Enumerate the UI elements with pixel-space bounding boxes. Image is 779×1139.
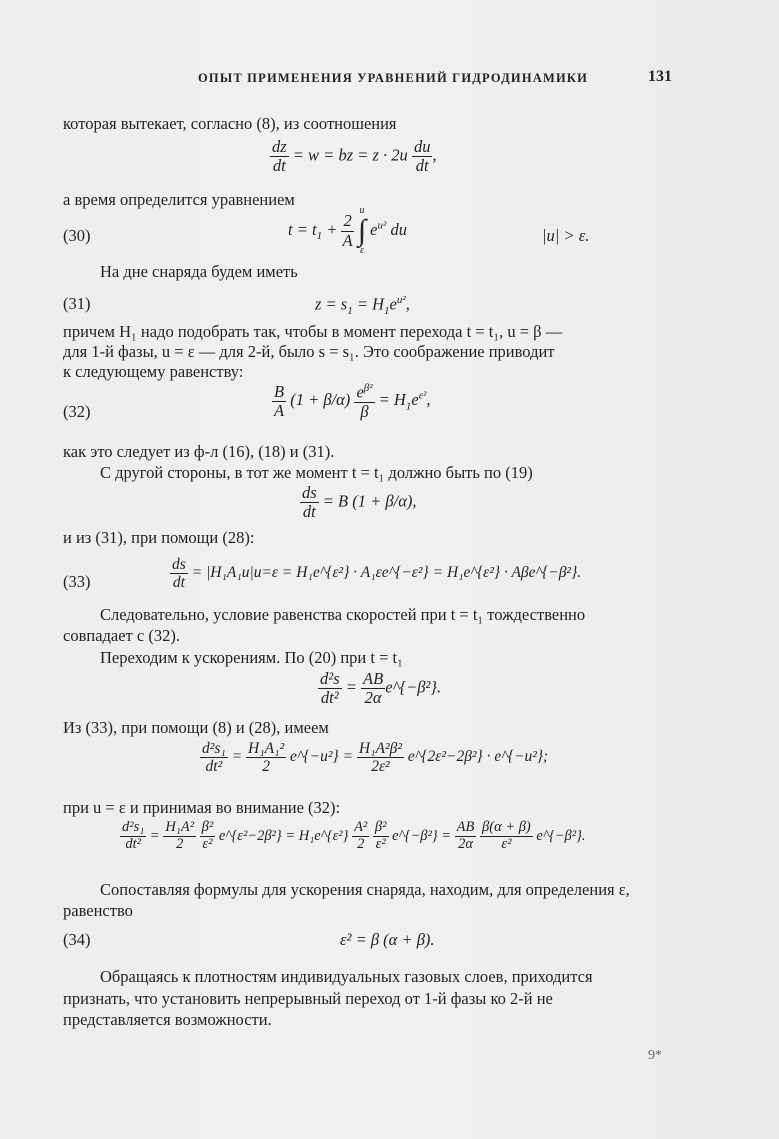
signature-mark: 9* [648,1048,662,1063]
text-line: Из (33), при помощи (8) и (28), имеем [63,718,329,737]
text-line: Сопоставляя формулы для ускорения снаряда, находим, для определения ε, [100,880,630,899]
text-line: при u = ε и принимая во внимание (32): [63,798,341,817]
text-line: представляется возможности. [63,1010,272,1029]
equation-34: ε² = β (α + β). [340,930,435,949]
text-line: как это следует из ф-л (16), (18) и (31). [63,442,335,461]
text-line: совпадает с (32). [63,626,180,645]
equation-accel-2: $\frac{\text{d²s₁}}{\text{dt²}}$ = $\frac{\text{H₁A²}}{2}$ $\frac{\text{β²}}{\text{ε²}}$ e^{ε²−2β²} = H₁e^{ε²} $\frac{\text{A²}}{2}$ $\frac{\text{β²}}{\text{ε²}}$ e^{−β²} = $\frac{AB}{2\alpha}$ $\frac{\beta(\alpha + \beta)}{\text{ε²}}$ e^{−β²}. [122,819,586,852]
equation-30: $t = t_1$ + $\frac{2}{A}$ u ∫ ε $e^{u^2}$ du [288,205,407,256]
equation-dz-dt: $\frac{dz}{dt}$ = w = bz = z · 2u $\frac{du}{dt}$ , [272,137,437,176]
text-line: и из (31), при помощи (28): [63,528,255,547]
page-number: 131 [648,68,672,85]
text-line: Переходим к ускорениям. По (20) при t = t₁ [100,648,403,667]
text-line: Обращаясь к плотностям индивидуальных газовых слоев, приходится [100,967,593,986]
equation-33: $\frac{ds}{dt}$ = |H₁A₁u|u=ε = H₁e^{ε²} · A₁εe^{−ε²} = H₁e^{ε²} · Aβe^{−β²}. [172,556,582,592]
text-line: а время определится уравнением [63,190,295,209]
equation-number: (30) [63,226,91,245]
text-line: На дне снаряда будем иметь [100,262,298,281]
condition: |u| > ε. [542,226,590,245]
equation-number: (32) [63,402,91,421]
equation-20: $\frac{\text{d²s}}{\text{dt²}}$ = $\frac{AB}{2\alpha}$ e^{−β²}. [320,669,442,708]
equation-31: $z = s_1 = H_1e^{u^2}$, [315,294,410,317]
text-line: С другой стороны, в тот же момент t = t₁ должно быть по (19) [100,463,533,482]
equation-accel-1: $\frac{\text{d²s₁}}{\text{dt²}}$ = $\frac{\text{H₁A₁²}}{2}$ e^{−u²} = $\frac{\text{H₁A²β²}}{\text{2ε²}}$ e^{2ε²−2β²} · e^{−u²}; [202,740,549,776]
equation-32: $\frac{B}{A}$ (1 + β/α) $\frac{e^{\beta^2}}{\beta}$ = $H_1e^{\varepsilon^2}$, [274,381,431,421]
equation-number: (33) [63,572,91,591]
text-line: равенство [63,901,133,920]
text-line: признать, что установить непрерывный переход от 1-й фазы ко 2-й не [63,989,553,1008]
text-line: которая вытекает, согласно (8), из соотношения [63,114,397,133]
text-line: Следовательно, условие равенства скоростей при t = t₁ тождественно [100,605,586,624]
equation-19: $\frac{ds}{dt}$ = B (1 + β/α), [302,483,417,522]
equation-number: (31) [63,294,91,313]
equation-number: (34) [63,930,91,949]
text-line: для 1-й фазы, u = ε — для 2-й, было s = s₁. Это соображение приводит [63,342,555,361]
text-line: причем H₁ надо подобрать так, чтобы в момент перехода t = t₁, u = β — [63,322,563,341]
running-title: ОПЫТ ПРИМЕНЕНИЯ УРАВНЕНИЙ ГИДРОДИНАМИКИ [198,71,589,85]
text-line: к следующему равенству: [63,362,244,381]
